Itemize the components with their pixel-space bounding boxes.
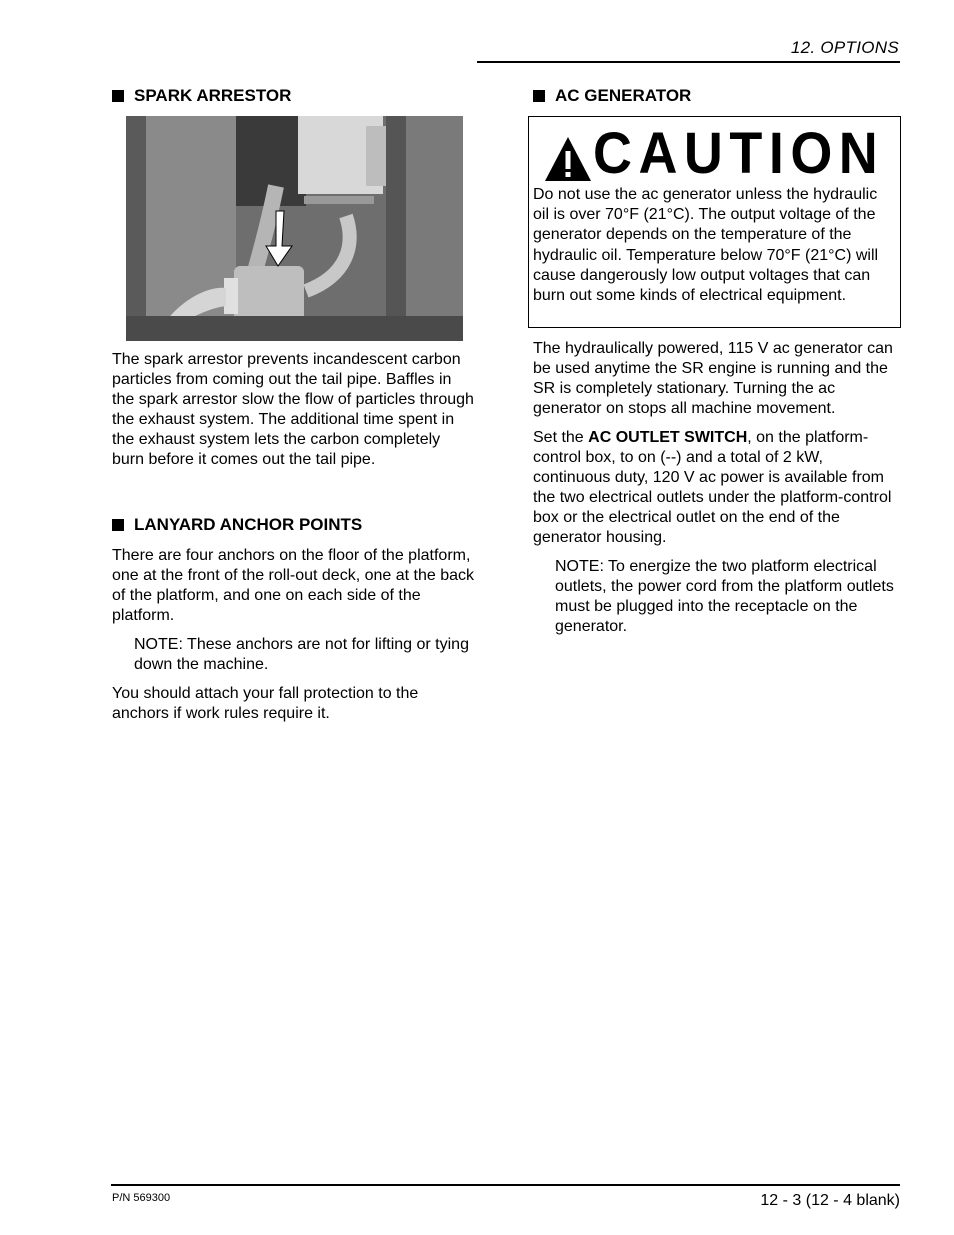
square-bullet-icon (533, 90, 545, 102)
caution-text: Do not use the ac generator unless the hydraulic oil is over 70°F (21°C). The output voltage of the generator depends on the temperature of the hydraulic oil. Temperature below 70°F (21°C) will cause dangerously low output voltages that can burn out some kinds of electrical equipment. (533, 186, 879, 305)
ac-heading-block (533, 86, 901, 106)
ac-body-block (533, 339, 901, 646)
spark-heading-text: SPARK ARRESTOR (134, 86, 292, 105)
ac-note: NOTE: To energize the two platform electrical outlets, the power cord from the platform outlets must be plugged into the receptacle on the generator. (555, 558, 894, 635)
caution-word: CAUTION (593, 121, 885, 186)
square-bullet-icon (112, 519, 124, 531)
part-number: P/N 569300 (112, 1192, 171, 1204)
ac-p2-pre: Set the (533, 429, 589, 446)
caution-box (528, 116, 901, 328)
warning-triangle-icon (543, 135, 593, 183)
spark-body: The spark arrestor prevents incandescent carbon particles from coming out the tail pipe. Baffles in the spark arrestor slow the flow of particles through the exhaust system. The additional time spent in the exhaust system lets the carbon completely burn before it comes out the tail pipe. (112, 351, 474, 468)
lanyard-closing: You should attach your fall protection to the anchors if work rules require it. (112, 685, 419, 722)
lanyard-heading (112, 515, 476, 535)
ac-outlet-switch-label: AC OUTLET SWITCH (588, 429, 748, 446)
lanyard-body: There are four anchors on the floor of the platform, one at the front of the roll-out deck, one at the back of the platform, and one on each side of the platform. (112, 547, 475, 624)
ac-p2-post: , on the platform-control box, to on (--) and a total of 2 kW, continuous duty, 120 V ac power is available from the two electrical outlets under the platform-control box or the electrical outlet on the end of the generator housing. (533, 429, 892, 546)
section-title: 12. OPTIONS (790, 38, 899, 57)
footer-rule (111, 1184, 900, 1186)
photo-drawing (126, 116, 463, 341)
spark-heading (112, 86, 476, 106)
left-column (112, 86, 476, 106)
ac-paragraph-1: The hydraulically powered, 115 V ac generator can be used anytime the SR engine is running and the SR is completely stationary. Turning the ac generator on stops all machine movement. (533, 340, 893, 417)
caution-header (543, 121, 906, 186)
spark-body-block (112, 350, 476, 479)
ac-heading (533, 86, 901, 106)
lanyard-note: NOTE: These anchors are not for lifting or tying down the machine. (134, 636, 469, 673)
ac-heading-text: AC GENERATOR (555, 86, 692, 105)
ac-paragraph-2 (533, 428, 901, 548)
page-number: 12 - 3 (12 - 4 blank) (760, 1192, 900, 1209)
lanyard-block (112, 515, 476, 733)
header-rule (477, 61, 900, 63)
lanyard-heading-text: LANYARD ANCHOR POINTS (134, 515, 363, 534)
spark-arrestor-photo (126, 116, 463, 341)
square-bullet-icon (112, 90, 124, 102)
